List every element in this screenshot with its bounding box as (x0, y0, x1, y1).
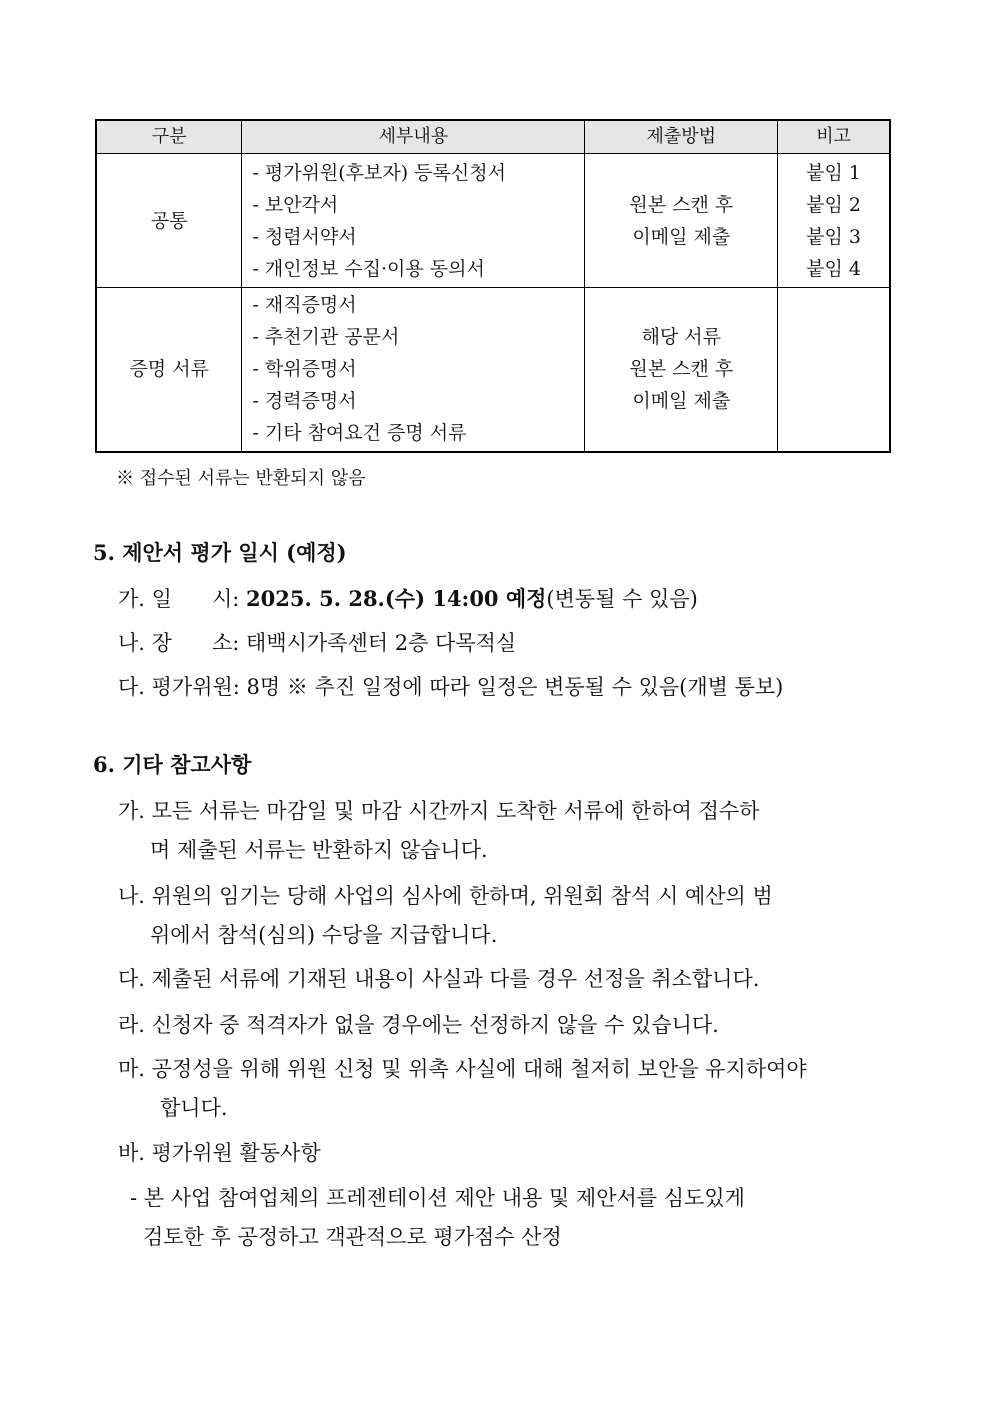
section-5-title: 5. 제안서 평가 일시 (예정) (93, 540, 347, 565)
row-note (778, 154, 890, 288)
list-item: - 개인정보 수집·이용 동의서 (252, 257, 485, 280)
note-ga-line-2: 며 제출된 서류는 반환하지 않습니다. (150, 838, 488, 862)
attachment-ref: 붙임 4 (806, 257, 861, 280)
schedule-members-label: 다. 평가위원: (118, 675, 240, 699)
row-method (585, 288, 778, 452)
note-ma-line-2: 합니다. (160, 1096, 228, 1120)
method-line: 이메일 제출 (632, 390, 731, 413)
note-da: 다. 제출된 서류에 기재된 내용이 사실과 다를 경우 선정을 취소합니다. (118, 967, 760, 991)
list-item: - 추천기관 공문서 (252, 326, 400, 349)
row-items (242, 154, 585, 288)
header-method: 제출방법 (585, 120, 778, 154)
row-note (778, 288, 890, 452)
schedule-date-value: 2025. 5. 28.(수) 14:00 예정 (246, 586, 547, 611)
list-item: - 보안각서 (252, 193, 339, 216)
note-ga-line-1: 가. 모든 서류는 마감일 및 마감 시간까지 도착한 서류에 한하여 접수하 (118, 799, 760, 823)
note-ra: 라. 신청자 중 적격자가 없을 경우에는 선정하지 않을 수 있습니다. (118, 1013, 719, 1037)
list-item: - 학위증명서 (252, 358, 357, 381)
row-category: 증명 서류 (96, 288, 242, 452)
note-na-line-1: 나. 위원의 임기는 당해 사업의 심사에 한하며, 위원회 참석 시 예산의 범 (118, 884, 773, 908)
list-item: - 평가위원(후보자) 등록신청서 (252, 161, 506, 184)
header-details: 세부내용 (242, 120, 585, 154)
note-ma-line-1: 마. 공정성을 위해 위원 신청 및 위촉 사실에 대해 철저히 보안을 유지하여야 (118, 1057, 807, 1081)
schedule-members-value: 8명 ※ 추진 일정에 따라 일정은 변동될 수 있음(개별 통보) (246, 675, 784, 699)
note-ba-item-line-2: 검토한 후 공정하고 객관적으로 평가점수 산정 (143, 1225, 562, 1249)
schedule-place-value: 태백시가족센터 2층 다목적실 (246, 631, 517, 655)
header-category: 구분 (96, 120, 242, 154)
row-method (585, 154, 778, 288)
attachment-ref: 붙임 2 (806, 193, 861, 216)
note-na-line-2: 위에서 참석(심의) 수당을 지급합니다. (150, 923, 498, 947)
method-line: 해당 서류 (641, 326, 722, 349)
schedule-date-label: 가. 일 시: (118, 587, 240, 611)
list-item: - 재직증명서 (252, 294, 357, 317)
schedule-place-label: 나. 장 소: (118, 631, 240, 655)
schedule-place-line (118, 627, 516, 657)
row-items (242, 288, 585, 452)
schedule-date-line (118, 583, 698, 613)
list-item: - 경력증명서 (252, 390, 357, 413)
header-note: 비고 (778, 120, 890, 154)
attachment-ref: 붙임 3 (806, 225, 861, 248)
table-row (96, 154, 890, 288)
method-line: 원본 스캔 후 (629, 358, 734, 381)
list-item: - 청렴서약서 (252, 225, 357, 248)
table-footnote: ※ 접수된 서류는 반환되지 않음 (116, 468, 366, 489)
table-header-row (96, 120, 890, 154)
attachment-ref: 붙임 1 (806, 161, 861, 184)
method-line: 이메일 제출 (632, 225, 731, 248)
schedule-date-remark: (변동될 수 있음) (546, 587, 698, 611)
row-category: 공통 (96, 154, 242, 288)
method-line: 원본 스캔 후 (629, 193, 734, 216)
list-item: - 기타 참여요건 증명 서류 (252, 422, 467, 445)
table-row (96, 288, 890, 452)
schedule-members-line (118, 671, 783, 701)
note-ba-item-line-1: - 본 사업 참여업체의 프레젠테이션 제안 내용 및 제안서를 심도있게 (130, 1186, 745, 1210)
submission-documents-table (95, 119, 891, 453)
note-ba: 바. 평가위원 활동사항 (118, 1141, 321, 1165)
section-6-title: 6. 기타 참고사항 (93, 752, 252, 777)
